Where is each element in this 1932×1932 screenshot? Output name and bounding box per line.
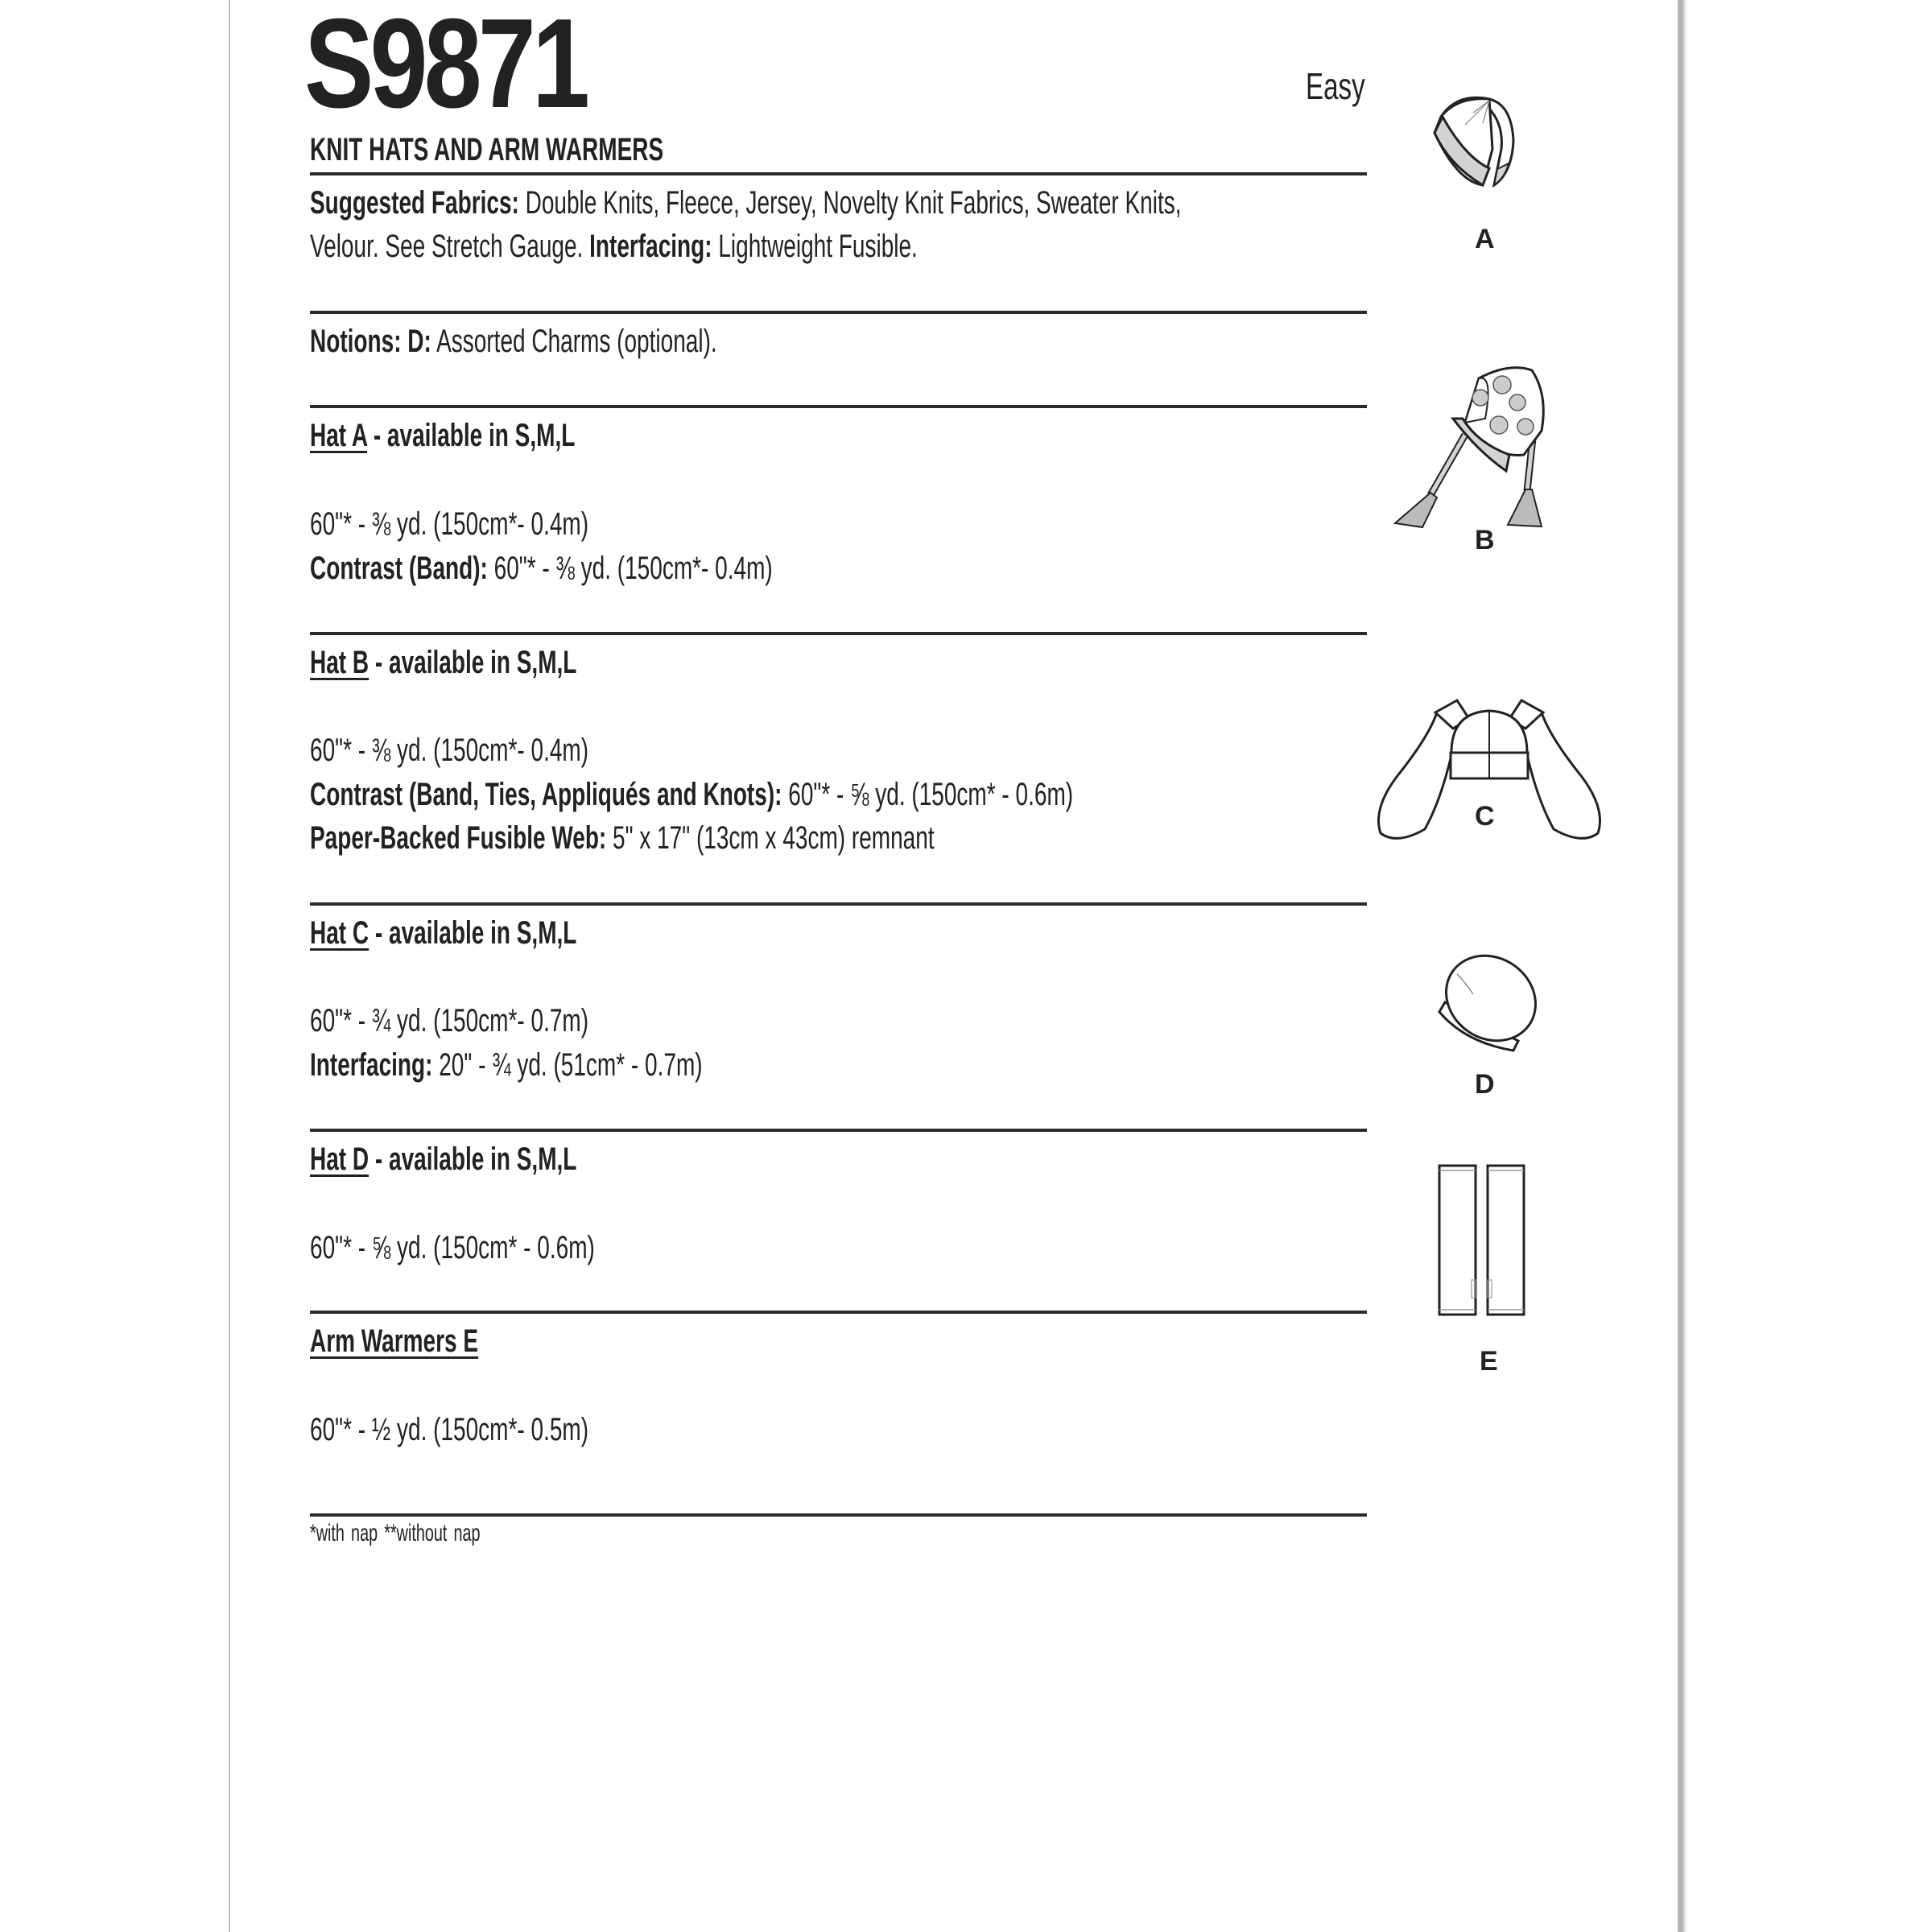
yardage-text: 60"* - ⅜ yd. (150cm*- 0.4m) — [310, 506, 589, 542]
yardage-text: 60"* - ⅜ yd. (150cm*- 0.4m) — [310, 733, 589, 768]
divider — [310, 172, 1367, 175]
yardage-text: 60"* - ½ yd. (150cm*- 0.5m) — [310, 1412, 589, 1447]
divider — [310, 1311, 1367, 1314]
yardage-label: Contrast (Band, Ties, Appliqués and Knots): — [310, 777, 782, 812]
arm-warmers-icon — [1433, 1159, 1530, 1320]
section-name: Hat A — [310, 418, 368, 453]
nap-footnote: *with nap **without nap — [310, 1520, 481, 1546]
figure-label-d: D — [1475, 1069, 1495, 1100]
yardage-text: 60"* - ⅝ yd. (150cm* - 0.6m) — [782, 777, 1074, 812]
difficulty-label: Easy — [1306, 65, 1365, 107]
interfacing-label: Interfacing: — [589, 229, 712, 264]
notions-label: Notions: D: — [310, 324, 431, 359]
notions-text: Assorted Charms (optional). — [431, 324, 717, 359]
figure-label-c: C — [1475, 801, 1495, 832]
section-availability: - available in S,M,L — [369, 1141, 577, 1177]
yardage-line — [310, 731, 588, 770]
section-name: Arm Warmers E — [310, 1323, 479, 1359]
yardage-text: 60"* - ⅜ yd. (150cm*- 0.4m) — [487, 551, 773, 586]
divider — [310, 1513, 1367, 1517]
section-heading-hat-b — [310, 643, 576, 682]
page-edge-shadow — [1678, 0, 1687, 1932]
yardage-text: 20" - ¾ yd. (51cm* - 0.7m) — [432, 1047, 703, 1083]
figure-label-a: A — [1475, 224, 1495, 254]
yardage-text: 60"* - ⅝ yd. (150cm* - 0.6m) — [310, 1230, 595, 1265]
yardage-line — [310, 549, 773, 588]
yardage-line — [310, 1410, 588, 1449]
yardage-line — [310, 505, 588, 543]
yardage-line — [310, 775, 1073, 814]
divider — [310, 1129, 1367, 1132]
yardage-line — [310, 1046, 703, 1084]
divider — [310, 632, 1367, 635]
yardage-text: 5" x 17" (13cm x 43cm) remnant — [606, 820, 935, 856]
yardage-text: 60"* - ¾ yd. (150cm*- 0.7m) — [310, 1003, 589, 1038]
section-name: Hat B — [310, 645, 369, 680]
yardage-line — [310, 1001, 588, 1040]
suggested-fabrics-text-2: Velour. See Stretch Gauge. — [310, 229, 590, 264]
divider — [310, 311, 1367, 314]
notions-line — [310, 322, 717, 361]
section-name: Hat C — [310, 915, 369, 951]
suggested-fabrics-label: Suggested Fabrics: — [310, 185, 519, 221]
yardage-label: Contrast (Band): — [310, 551, 488, 586]
section-availability: - available in S,M,L — [369, 915, 577, 951]
suggested-fabrics-line-1 — [310, 184, 1182, 222]
section-heading-arm-warmers-e — [310, 1322, 478, 1360]
interfacing-text: Lightweight Fusible. — [712, 229, 918, 264]
section-name: Hat D — [310, 1141, 369, 1177]
suggested-fabrics-line-2 — [310, 227, 918, 266]
suggested-fabrics-text: Double Knits, Fleece, Jersey, Novelty Knit Fabrics, Sweater Knits, — [518, 185, 1182, 221]
section-heading-hat-c — [310, 914, 576, 952]
beret-hat-icon — [1433, 938, 1546, 1059]
section-availability: - available in S,M,L — [367, 418, 576, 453]
figure-label-b: B — [1475, 525, 1495, 555]
pattern-title: KNIT HATS AND ARM WARMERS — [310, 132, 664, 167]
figure-label-e: E — [1480, 1346, 1498, 1377]
yardage-line — [310, 819, 935, 857]
divider — [310, 405, 1367, 408]
section-heading-hat-a — [310, 416, 575, 455]
divider — [310, 902, 1367, 906]
polka-dot-tassel-hat-icon — [1389, 354, 1566, 531]
section-availability: - available in S,M,L — [369, 645, 577, 680]
beanie-hat-icon — [1425, 93, 1554, 213]
section-heading-hat-d — [310, 1140, 576, 1179]
yardage-label: Paper-Backed Fusible Web: — [310, 820, 607, 856]
yardage-line — [310, 1228, 595, 1267]
pattern-number: S9871 — [304, 0, 587, 134]
yardage-label: Interfacing: — [310, 1047, 433, 1083]
